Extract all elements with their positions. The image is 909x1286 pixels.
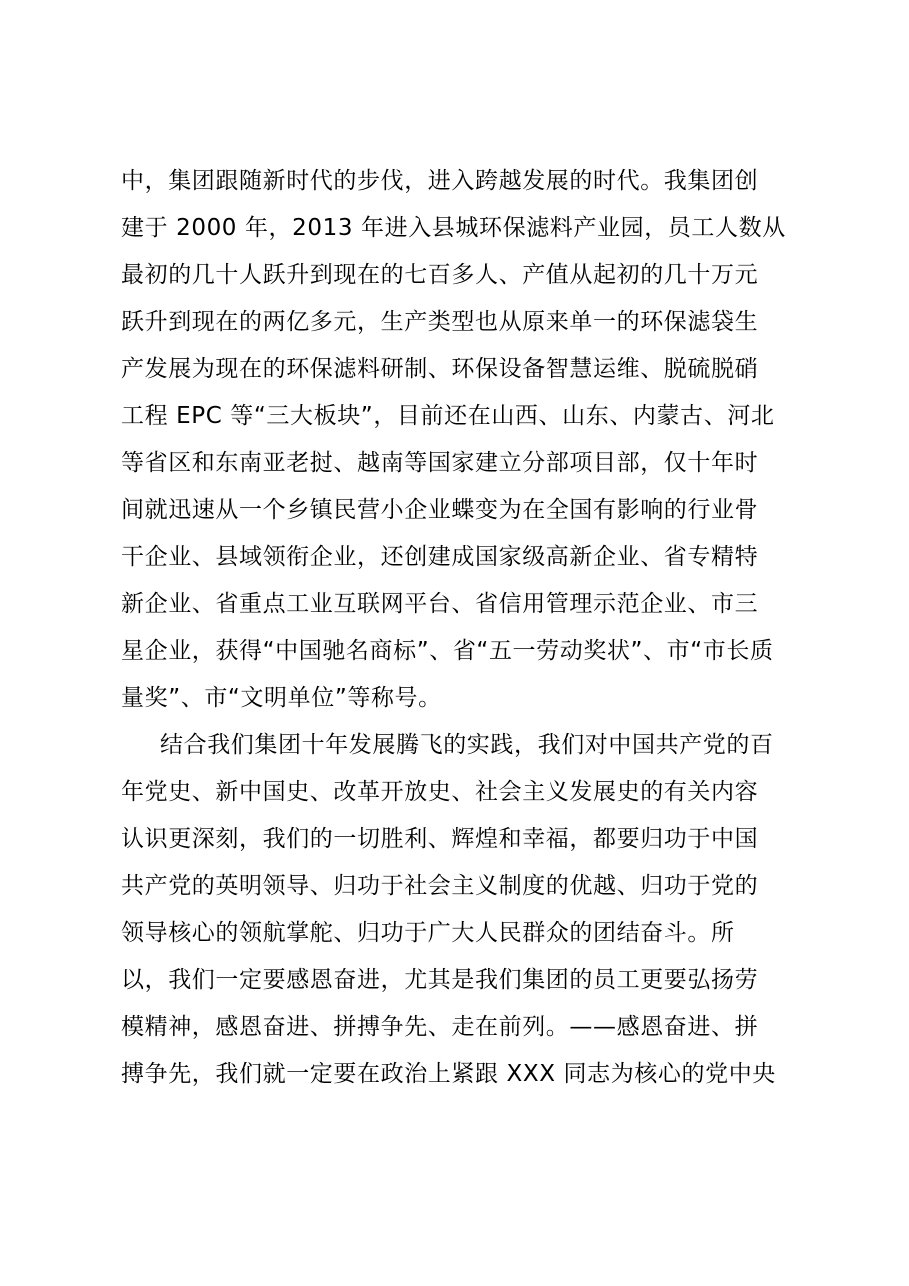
- paragraph-first-line: 结合我们集团十年发展腾飞的实践，我们对中国共产党的百: [160, 732, 774, 758]
- text-line: 工程 EPC 等“三大板块”，目前还在山西、山东、内蒙古、河北: [121, 403, 775, 429]
- text-line: 认识更深刻，我们的一切胜利、辉煌和幸福，都要归功于中国: [121, 826, 759, 852]
- text-line: 星企业，获得“中国驰名商标”、省“五一劳动奖状”、市“市长质: [121, 638, 774, 664]
- text-line: 产发展为现在的环保滤料研制、环保设备智慧运维、脱硫脱硝: [121, 356, 759, 382]
- text-line: 年党史、新中国史、改革开放史、社会主义发展史的有关内容: [121, 779, 759, 805]
- text-line: 干企业、县域领衔企业，还创建成国家级高新企业、省专精特: [121, 544, 759, 570]
- text-line: 共产党的英明领导、归功于社会主义制度的优越、归功于党的: [121, 873, 759, 899]
- text-line: 以，我们一定要感恩奋进，尤其是我们集团的员工更要弘扬劳: [121, 967, 759, 993]
- text-line: 搏争先，我们就一定要在政治上紧跟 XXX 同志为核心的党中央: [121, 1061, 776, 1087]
- text-line: 最初的几十人跃升到现在的七百多人、产值从起初的几十万元: [121, 262, 759, 288]
- text-line: 等省区和东南亚老挝、越南等国家建立分部项目部，仅十年时: [121, 450, 759, 476]
- document-body: [121, 158, 801, 1098]
- text-line: 模精神，感恩奋进、拼搏争先、走在前列。——感恩奋进、拼: [121, 1014, 759, 1040]
- text-line: 量奖”、市“文明单位”等称号。: [121, 685, 442, 711]
- text-line: 中，集团跟随新时代的步伐，进入跨越发展的时代。我集团创: [121, 168, 759, 194]
- text-line: 建于 2000 年，2013 年进入县城环保滤料产业园，员工人数从: [121, 215, 786, 241]
- text-line: 跃升到现在的两亿多元，生产类型也从原来单一的环保滤袋生: [121, 309, 759, 335]
- text-line: 领导核心的领航掌舵、归功于广大人民群众的团结奋斗。所: [121, 920, 735, 946]
- text-line: 间就迅速从一个乡镇民营小企业蝶变为在全国有影响的行业骨: [121, 497, 759, 523]
- text-line: 新企业、省重点工业互联网平台、省信用管理示范企业、市三: [121, 591, 759, 617]
